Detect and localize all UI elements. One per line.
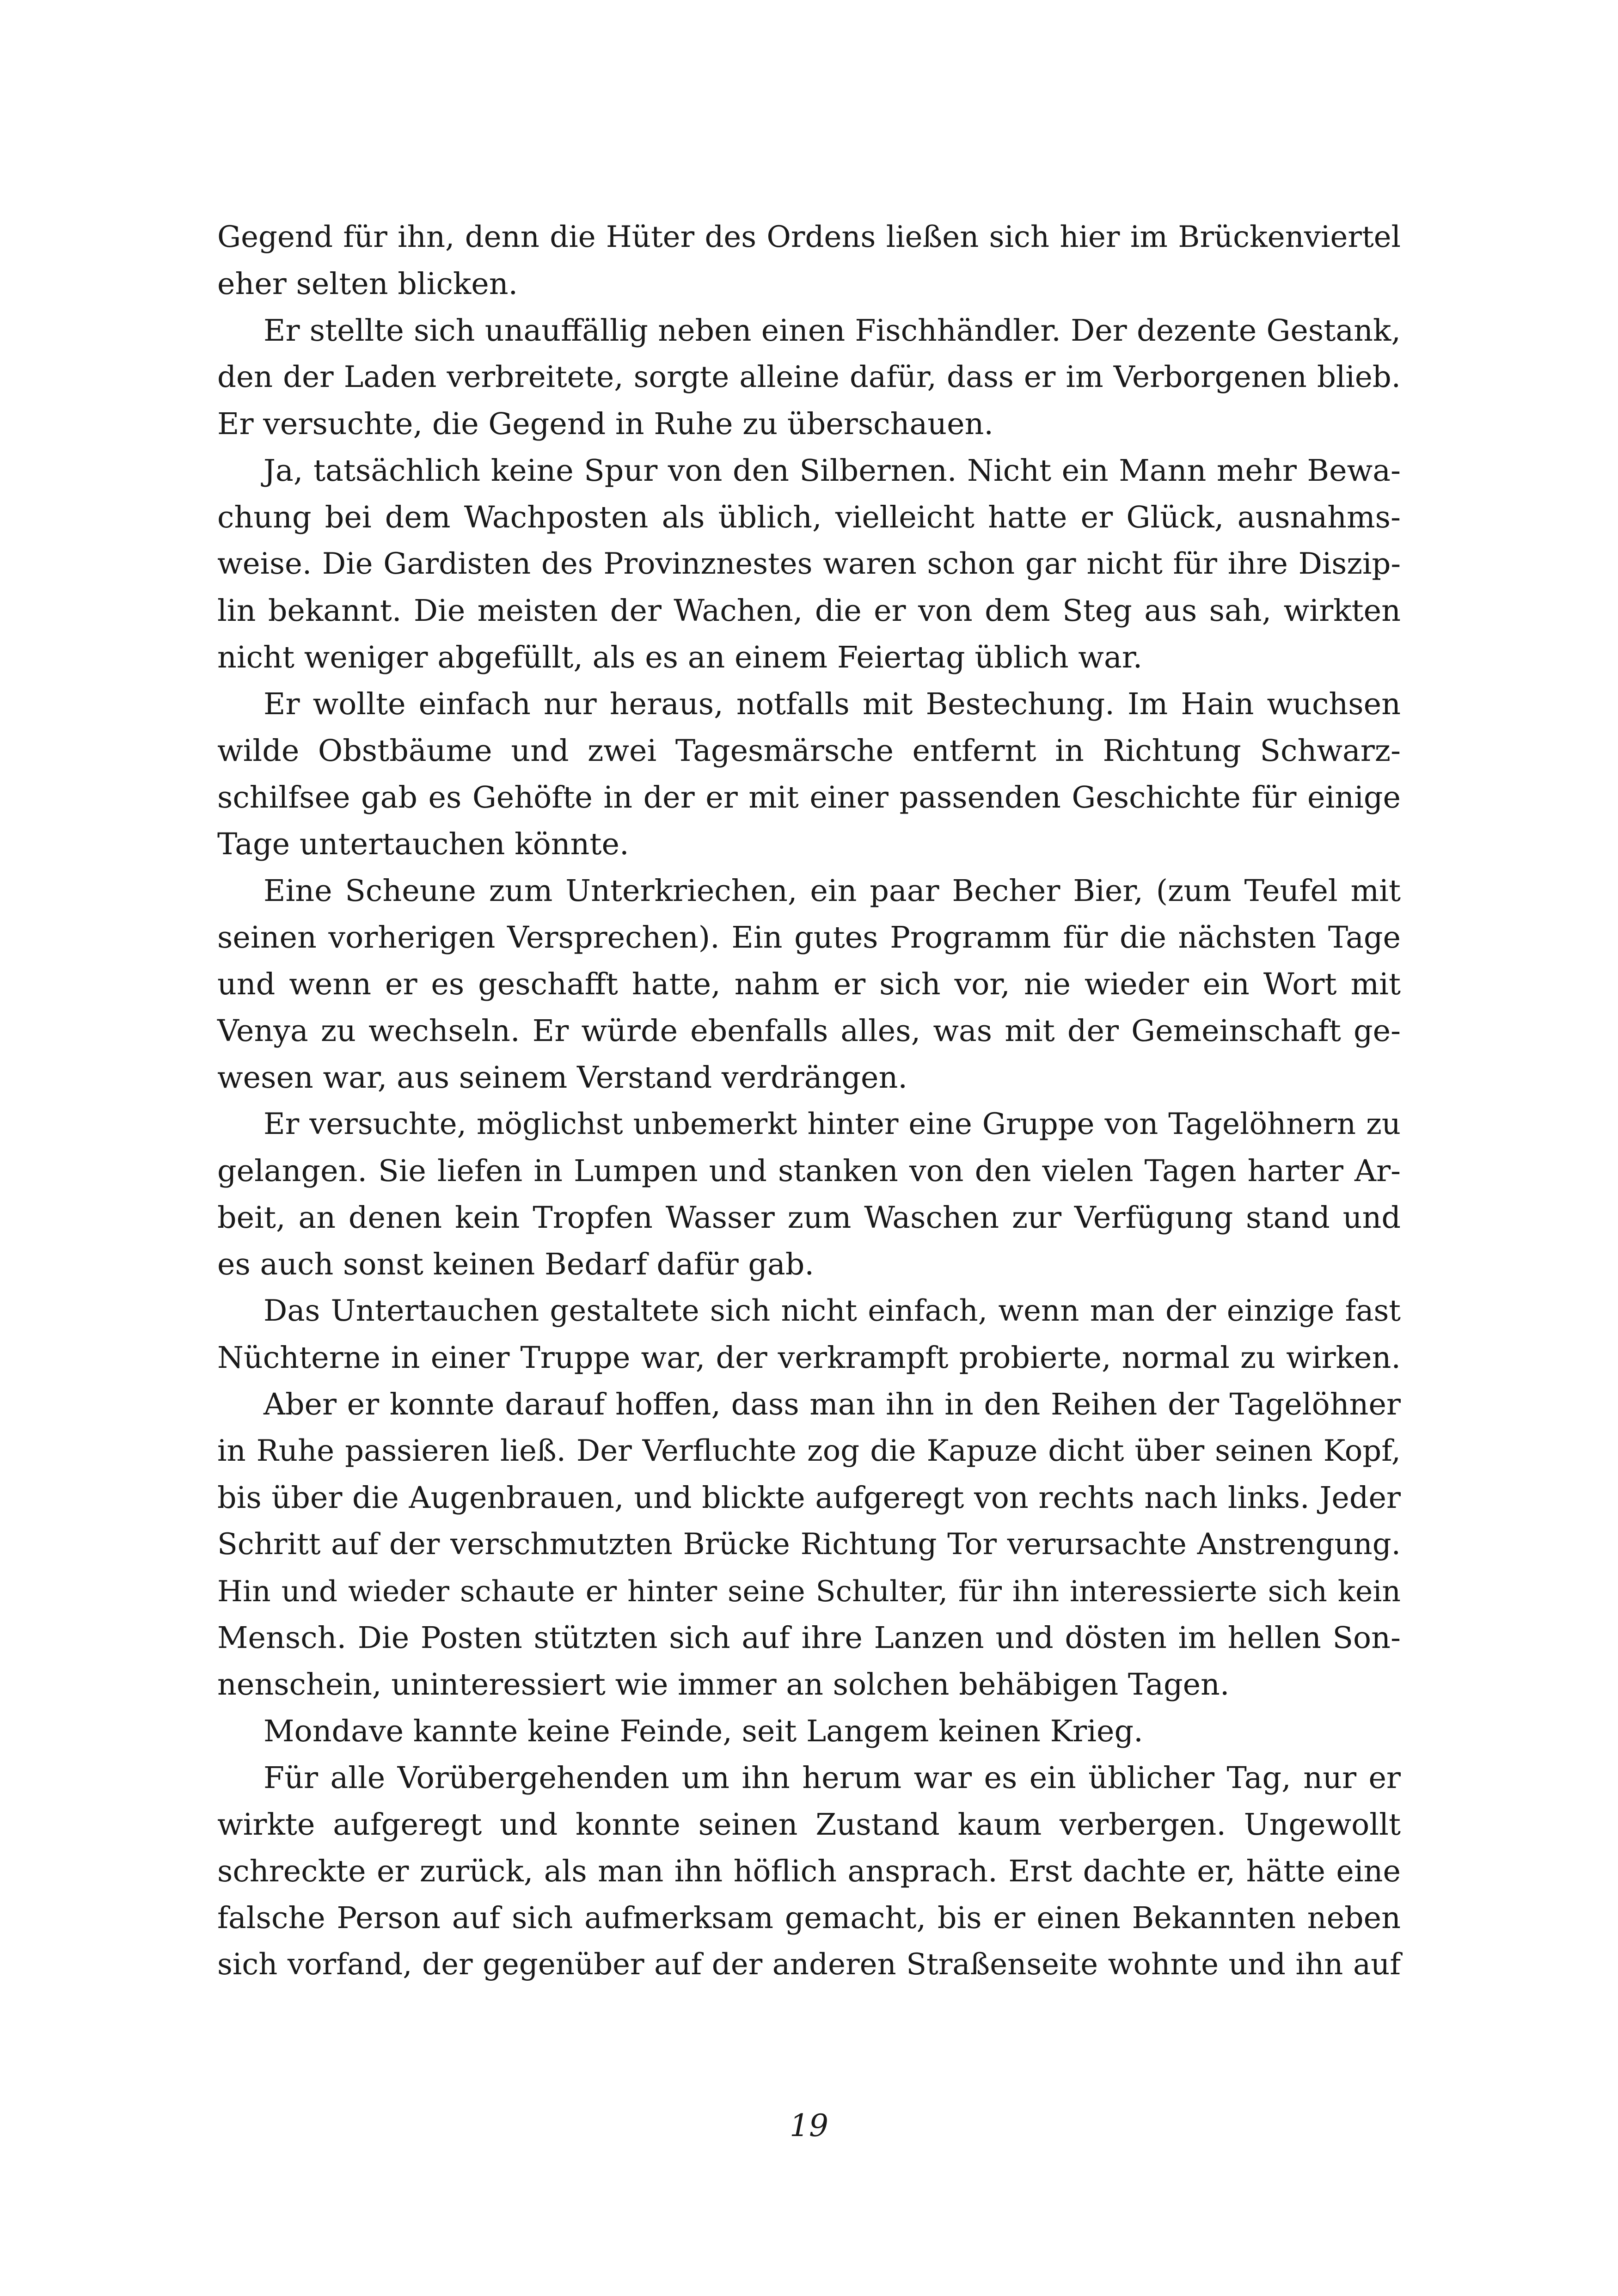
- text-line: und wenn er es geschafft hatte, nahm er sich vor, nie wieder ein Wort mit: [217, 967, 1401, 1002]
- text-line: falsche Person auf sich aufmerksam gemacht, bis er einen Bekannten neben: [217, 1901, 1401, 1935]
- text-line: es auch sonst keinen Bedarf dafür gab.: [217, 1247, 815, 1282]
- text-line: Eine Scheune zum Unterkriechen, ein paar Becher Bier, (zum Teufel mit: [264, 874, 1401, 908]
- text-line: Ja, tatsächlich keine Spur von den Silbernen. Nicht ein Mann mehr Bewa-: [264, 453, 1401, 488]
- text-line: seinen vorherigen Versprechen). Ein gutes Programm für die nächsten Tage: [217, 920, 1401, 955]
- text-line: lin bekannt. Die meisten der Wachen, die er von dem Steg aus sah, wirkten: [217, 594, 1401, 628]
- text-line: Nüchterne in einer Truppe war, der verkrampft probierte, normal zu wirken.: [217, 1341, 1401, 1375]
- text-line: wirkte aufgeregt und konnte seinen Zustand kaum verbergen. Ungewollt: [217, 1807, 1401, 1842]
- text-line: nenschein, uninteressiert wie immer an solchen behäbigen Tagen.: [217, 1667, 1230, 1702]
- text-line: beit, an denen kein Tropfen Wasser zum Waschen zur Verfügung stand und: [217, 1200, 1401, 1235]
- text-line: Er wollte einfach nur heraus, notfalls mit Bestechung. Im Hain wuchsen: [264, 687, 1401, 722]
- text-line: Für alle Vorübergehenden um ihn herum war es ein üblicher Tag, nur er: [264, 1761, 1401, 1795]
- text-line: weise. Die Gardisten des Provinznestes waren schon gar nicht für ihre Diszip-: [217, 547, 1401, 581]
- text-line: Er versuchte, die Gegend in Ruhe zu überschauen.: [217, 407, 994, 441]
- text-line: eher selten blicken.: [217, 267, 518, 301]
- text-line: Hin und wieder schaute er hinter seine Schulter, für ihn interessierte sich kein: [217, 1574, 1401, 1608]
- text-line: Schritt auf der verschmutzten Brücke Richtung Tor verursachte Anstrengung.: [217, 1527, 1401, 1561]
- text-line: in Ruhe passieren ließ. Der Verfluchte zog die Kapuze dicht über seinen Kopf,: [217, 1434, 1401, 1468]
- text-line: Tage untertauchen könnte.: [217, 827, 629, 862]
- text-line: Aber er konnte darauf hoffen, dass man ihn in den Reihen der Tagelöhner: [264, 1387, 1401, 1422]
- text-line: Venya zu wechseln. Er würde ebenfalls alles, was mit der Gemeinschaft ge-: [217, 1014, 1401, 1048]
- text-line: den der Laden verbreitete, sorgte alleine dafür, dass er im Verborgenen blieb.: [217, 360, 1401, 394]
- text-line: schilfsee gab es Gehöfte in der er mit einer passenden Geschichte für einige: [217, 780, 1401, 815]
- text-line: Gegend für ihn, denn die Hüter des Ordens ließen sich hier im Brückenviertel: [217, 220, 1401, 254]
- text-line: gelangen. Sie liefen in Lumpen und stanken von den vielen Tagen harter Ar-: [217, 1154, 1401, 1188]
- text-line: Das Untertauchen gestaltete sich nicht einfach, wenn man der einzige fast: [264, 1294, 1401, 1328]
- text-line: wilde Obstbäume und zwei Tagesmärsche entfernt in Richtung Schwarz-: [217, 734, 1401, 768]
- text-line: sich vorfand, der gegenüber auf der anderen Straßenseite wohnte und ihn auf: [217, 1947, 1401, 1982]
- text-line: chung bei dem Wachposten als üblich, vielleicht hatte er Glück, ausnahms-: [217, 500, 1401, 535]
- text-line: wesen war, aus seinem Verstand verdrängen.: [217, 1060, 908, 1095]
- text-line: Mensch. Die Posten stützten sich auf ihre Lanzen und dösten im hellen Son-: [217, 1621, 1401, 1655]
- page-number: 19: [790, 2108, 828, 2143]
- text-line: schreckte er zurück, als man ihn höflich ansprach. Erst dachte er, hätte eine: [217, 1854, 1401, 1889]
- text-line: Er stellte sich unauffällig neben einen Fischhändler. Der dezente Gestank,: [264, 313, 1401, 348]
- text-line: Er versuchte, möglichst unbemerkt hinter eine Gruppe von Tagelöhnern zu: [264, 1107, 1401, 1141]
- text-line: Mondave kannte keine Feinde, seit Langem keinen Krieg.: [264, 1714, 1143, 1749]
- body-text: [217, 214, 1401, 1988]
- text-line: bis über die Augenbrauen, und blickte aufgeregt von rechts nach links. Jeder: [217, 1481, 1401, 1515]
- text-line: nicht weniger abgefüllt, als es an einem Feiertag üblich war.: [217, 640, 1143, 675]
